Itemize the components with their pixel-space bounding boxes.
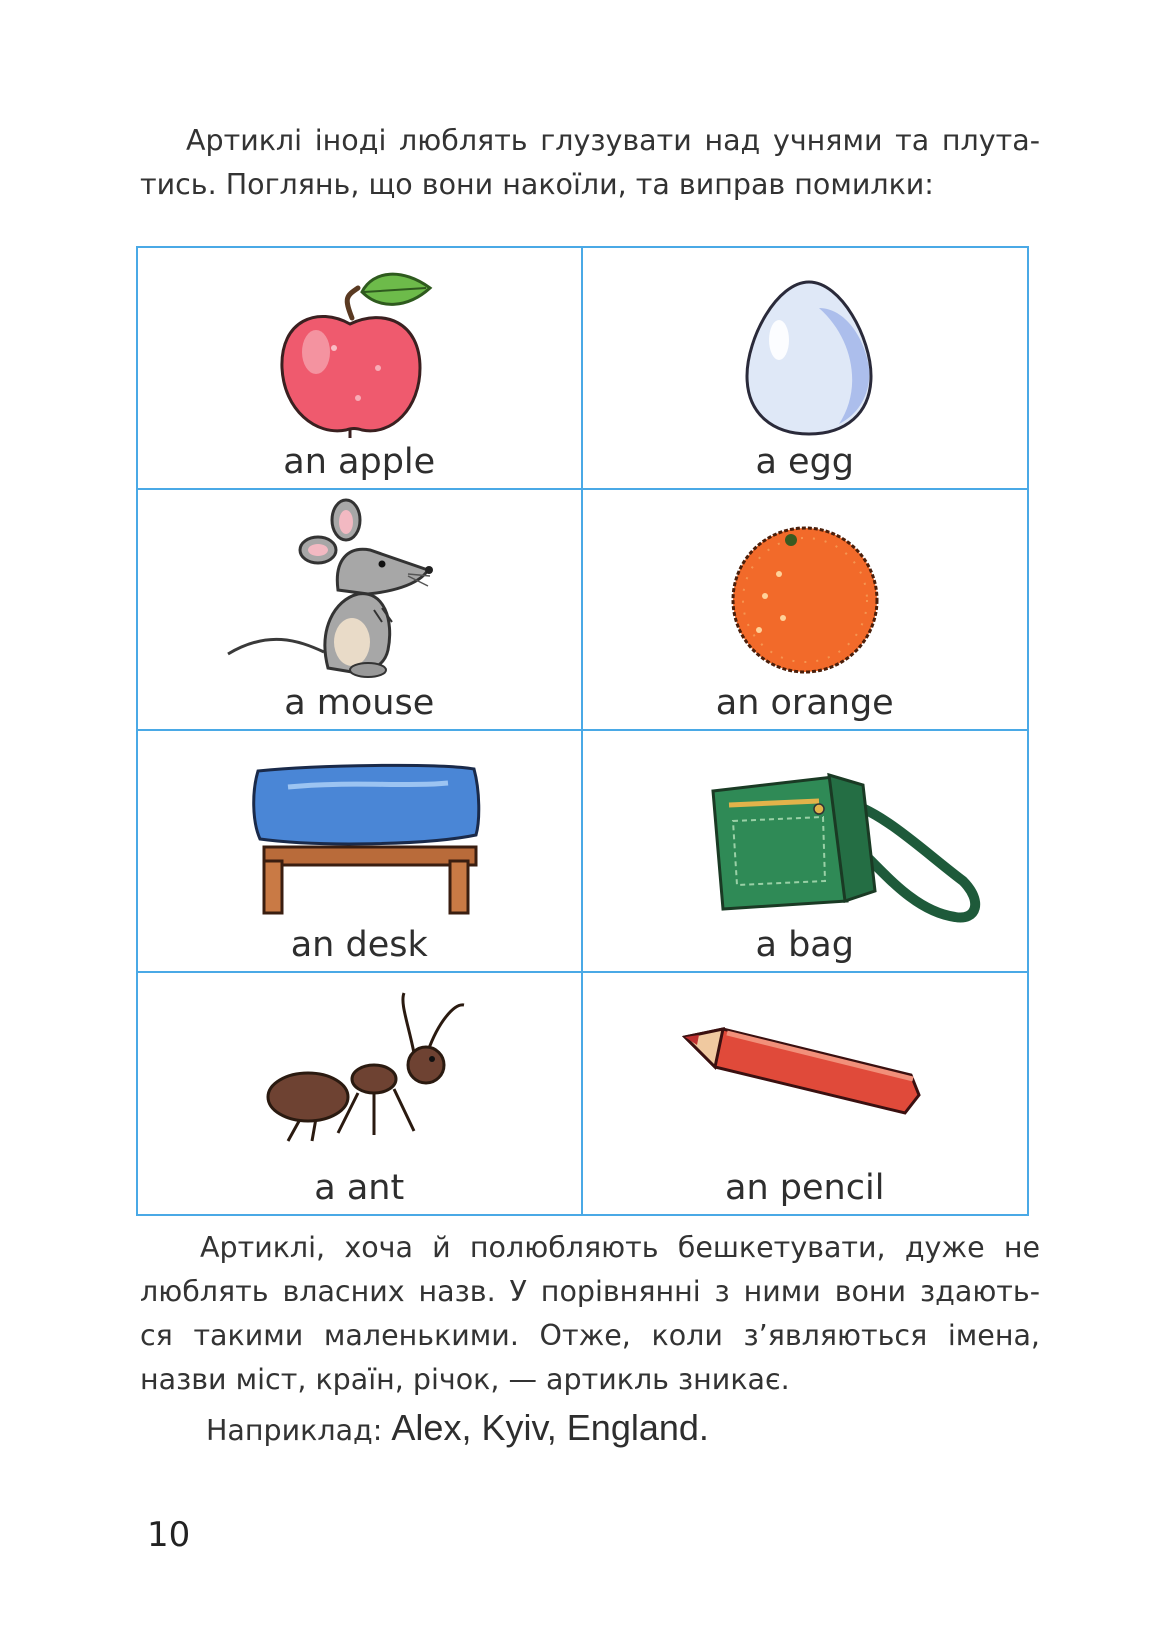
note-line: назви міст, країн, річок, — артикль зникає. (140, 1363, 790, 1396)
example-prefix: Наприклад: (206, 1414, 383, 1447)
card-ant (138, 973, 583, 1215)
card-label: a ant (314, 1168, 405, 1208)
card-label: a mouse (284, 683, 435, 723)
intro-line: Артиклі іноді люблять глузувати над учнями та плута- (186, 124, 1040, 157)
card-label: a bag (755, 924, 854, 965)
card-apple (138, 248, 583, 490)
card-orange (583, 490, 1028, 732)
note-paragraph (140, 1226, 1040, 1402)
card-label: an orange (715, 683, 894, 723)
card-label: an pencil (725, 1168, 885, 1208)
card-label: an apple (283, 441, 436, 482)
example-line (206, 1407, 709, 1449)
card-label: an desk (290, 924, 428, 965)
card-egg (583, 248, 1028, 490)
card-pencil (583, 973, 1028, 1215)
example-words: Alex, Kyiv, England. (391, 1407, 709, 1448)
vocabulary-grid (136, 246, 1029, 1216)
card-desk (138, 731, 583, 973)
note-line: Артиклі, хоча й полюбляють бешкетувати, дуже не (200, 1231, 1040, 1264)
intro-paragraph (140, 119, 1040, 207)
note-line: люблять власних назв. У порівнянні з ними вони здають- (140, 1275, 1040, 1308)
page-number: 10 (147, 1515, 191, 1555)
card-mouse (138, 490, 583, 732)
intro-line: тись. Поглянь, що вони накоїли, та виправ помилки: (140, 168, 934, 201)
card-bag (583, 731, 1028, 973)
note-line: ся такими маленькими. Отже, коли з’являються імена, (140, 1319, 1040, 1352)
card-label: a egg (755, 441, 855, 482)
